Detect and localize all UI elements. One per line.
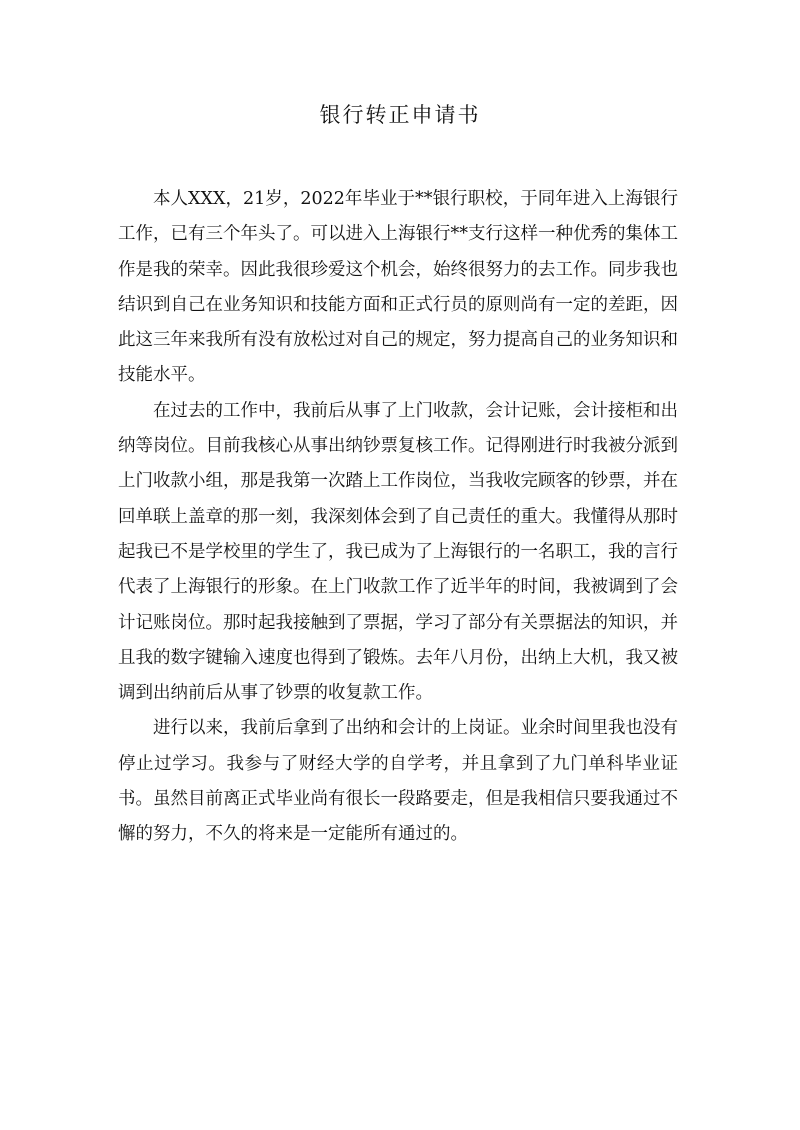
paragraph-intro: 本人XXX，21岁，2022年毕业于**银行职校，于同年进入上海银行工作，已有三个年头了。可以进入上海银行**支行这样一种优秀的集体工作是我的荣幸。因此我很珍爱这个机会，始终很努力的去工作。同步我也结识到自己在业务知识和技能方面和正式行员的原则尚有一定的差距，因此这三年来我所有没有放松过对自己的规定，努力提高自己的业务知识和技能水平。 xyxy=(118,189,678,386)
paragraph-study: 进行以来，我前后拿到了出纳和会计的上岗证。业余时间里我也没有停止过学习。我参与了财经大学的自学考，并且拿到了九门单科毕业证书。虽然目前离正式毕业尚有很长一段路要走，但是我相信只要我通过不懈的努力，不久的将来是一定能所有通过的。 xyxy=(118,718,678,845)
paragraph-work-history: 在过去的工作中，我前后从事了上门收款，会计记账，会计接柜和出纳等岗位。目前我核心从事出纳钞票复核工作。记得刚进行时我被分派到上门收款小组，那是我第一次踏上工作岗位，当我收完顾客的钞票，并在回单联上盖章的那一刻，我深刻体会到了自己责任的重大。我懂得从那时起我已不是学校里的学生了，我已成为了上海银行的一名职工，我的言行代表了上海银行的形象。在上门收款工作了近半年的时间，我被调到了会计记账岗位。那时起我接触到了票据，学习了部分有关票据法的知识，并且我的数字键输入速度也得到了锻炼。去年八月份，出纳上大机，我又被调到出纳前后从事了钞票的收复款工作。 xyxy=(118,400,678,704)
document-body xyxy=(118,182,678,853)
document-title: 银行转正申请书 xyxy=(319,103,481,127)
